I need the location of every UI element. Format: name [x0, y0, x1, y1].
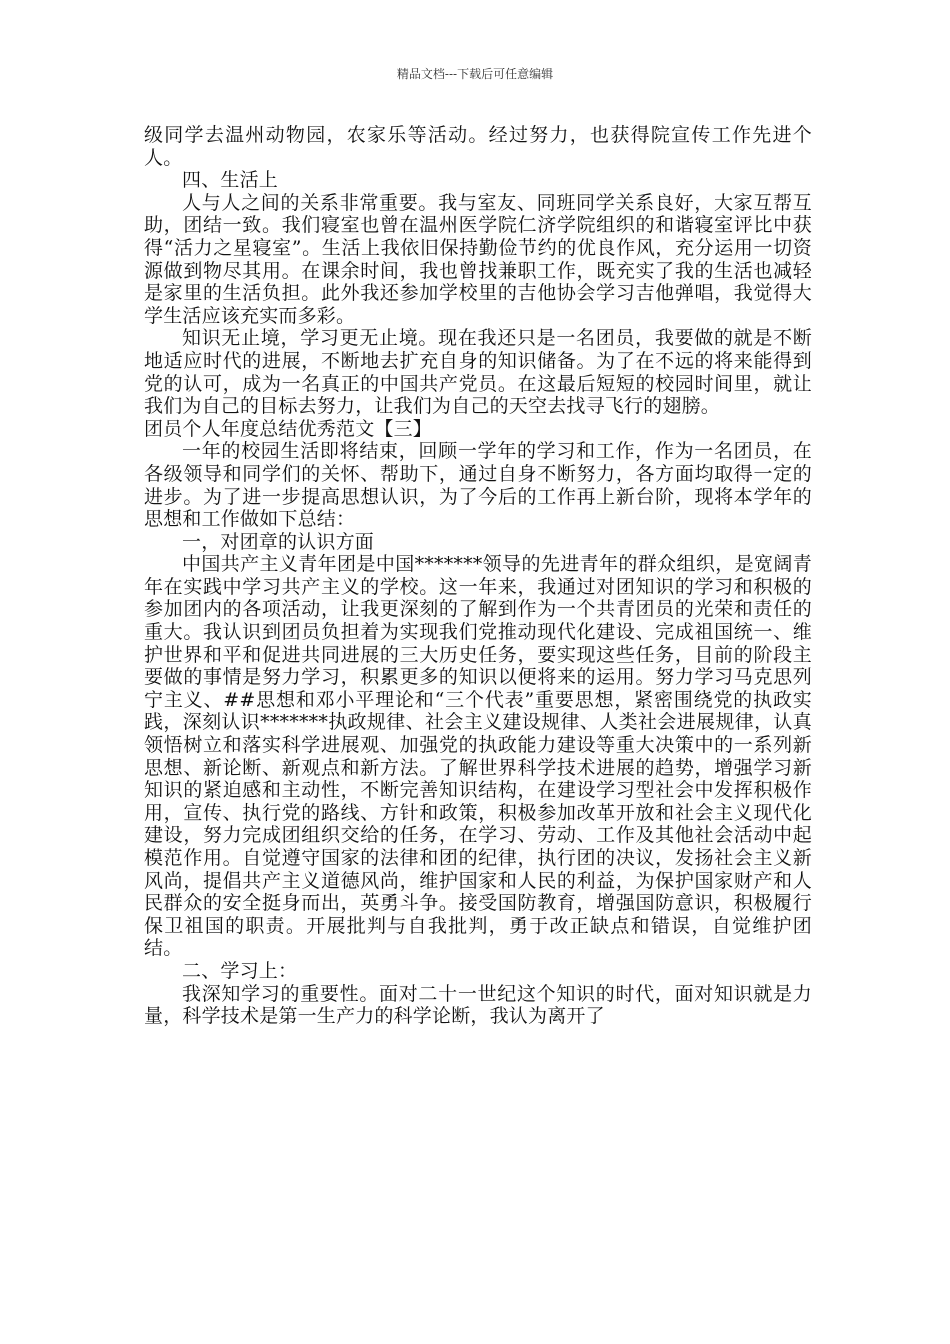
paragraph: 一年的校园生活即将结束，回顾一学年的学习和工作，作为一名团员，在各级领导和同学们的关怀、帮助下，通过自身不断努力，各方面均取得一定的进步。为了进一步提高思想认识，为了今后的工作再上新台阶，现将本学年的思想和工作做如下总结：: [144, 440, 812, 531]
paragraph: 中国共产主义青年团是中国*******领导的先进青年的群众组织，是宽阔青年在实践中学习共产主义的学校。这一年来，我通过对团知识的学习和积极的参加团内的各项活动，让我更深刻的了解到作为一个共青团员的光荣和责任的重大。我认识到团员负担着为实现我们党推动现代化建设、完成祖国统一、维护世界和平和促进共同进展的三大历史任务，要实现这些任务，目前的阶段主要做的事情是努力学习，积累更多的知识以便将来的运用。努力学习马克思列宁主义、##思想和邓小平理论和“三个代表”重要思想，紧密围绕党的执政实践，深刻认识*******执政规律、社会主义建设规律、人类社会进展规律，认真领悟树立和落实科学进展观、加强党的执政能力建设等重大决策中的一系列新思想、新论断、新观点和新方法。了解世界科学技术进展的趋势，增强学习新知识的紧迫感和主动性，不断完善知识结构，在建设学习型社会中发挥积极作用，宣传、执行党的路线、方针和政策，积极参加改革开放和社会主义现代化建设，努力完成团组织交给的任务，在学习、劳动、工作及其他社会活动中起模范作用。自觉遵守国家的法律和团的纪律，执行团的决议，发扬社会主义新风尚，提倡共产主义道德风尚，维护国家和人民的利益，为保护国家财产和人民群众的安全挺身而出，英勇斗争。接受国防教育，增强国防意识，积极履行保卫祖国的职责。开展批判与自我批判，勇于改正缺点和错误，自觉维护团结。: [144, 553, 812, 960]
section-heading-charter: 一，对团章的认识方面: [182, 530, 375, 553]
section-heading-study: 二、学习上：: [182, 959, 298, 982]
section-heading-life: 四、生活上: [182, 169, 279, 192]
paragraph: 我深知学习的重要性。面对二十一世纪这个知识的时代，面对知识就是力量，科学技术是第一生产力的科学论断，我认为离开了: [144, 982, 812, 1028]
paragraph: 知识无止境，学习更无止境。现在我还只是一名团员，我要做的就是不断地适应时代的进展，不断地去扩充自身的知识储备。为了在不远的将来能得到党的认可，成为一名真正的中国共产党员。在这最后短短的校园时间里，就让我们为自己的目标去努力，让我们为自己的天空去找寻飞行的翅膀。: [144, 327, 812, 418]
document-section-title: 团员个人年度总结优秀范文【三】: [144, 417, 433, 440]
paragraph: 人与人之间的关系非常重要。我与室友、同班同学关系良好，大家互帮互助，团结一致。我们寝室也曾在温州医学院仁济学院组织的和谐寝室评比中获得“活力之星寝室”。生活上我依旧保持勤俭节约的优良作风，充分运用一切资源做到物尽其用。在课余时间，我也曾找兼职工作，既充实了我的生活也减轻是家里的生活负担。此外我还参加学校里的吉他协会学习吉他弹唱，我觉得大学生活应该充实而多彩。: [144, 191, 812, 327]
document-body: [144, 124, 812, 1028]
page-header-note: 精品文档---下载后可任意编辑: [396, 67, 554, 81]
paragraph: 级同学去温州动物园，农家乐等活动。经过努力，也获得院宣传工作先进个人。: [144, 124, 812, 169]
